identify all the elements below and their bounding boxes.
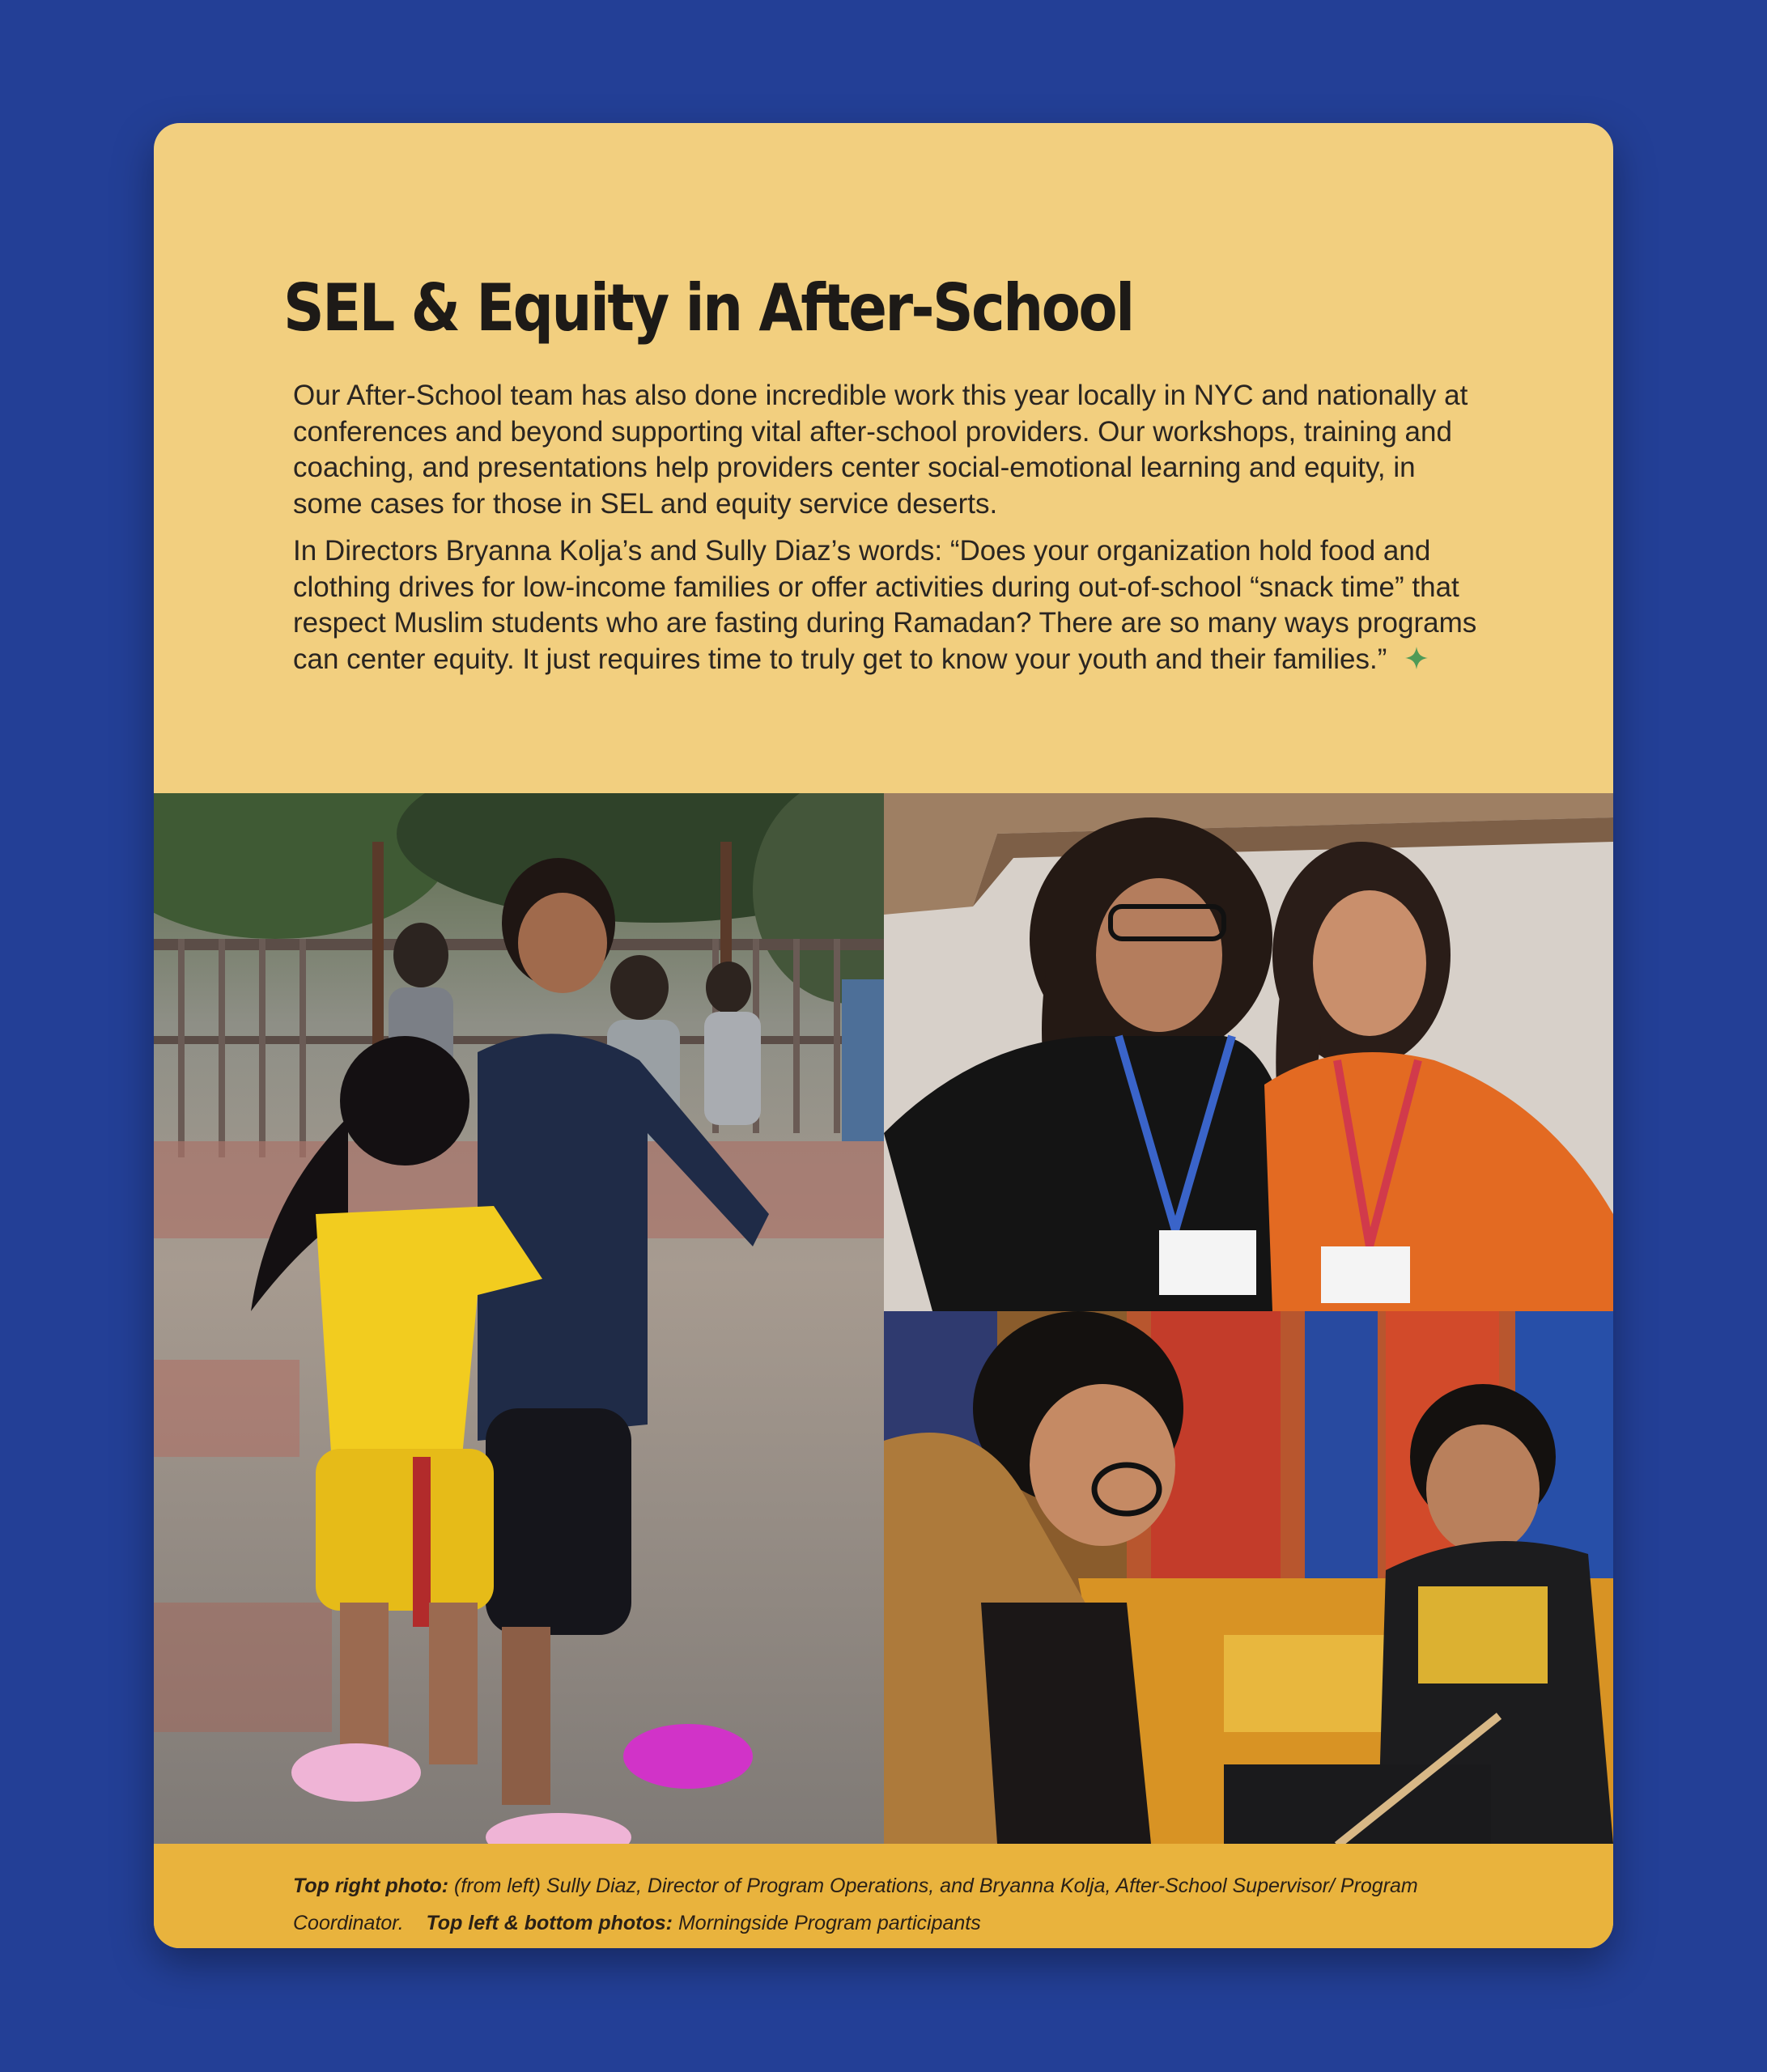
photo-collage (154, 793, 1613, 1844)
article-body (293, 378, 1483, 677)
sparkle-icon (1404, 643, 1429, 668)
paragraph-quote-text: In Directors Bryanna Kolja’s and Sully Diaz’s words: “Does your organization hold food and clothing drives for low-income families or offer activities during out-of-school “snack time” that respect Muslim students who are fasting during Ramadan? There are so many ways programs can center equity. It just requires time to truly get to know your youth and their families.” (293, 535, 1477, 675)
caption-text-left-bottom: Morningside Program participants (673, 1912, 981, 1934)
photo-program-directors (884, 793, 1613, 1311)
article-card (154, 123, 1613, 1948)
caption-label-top-right: Top right photo: (293, 1875, 449, 1897)
photo-boys-activity (884, 1311, 1613, 1844)
paragraph-intro (293, 378, 1483, 522)
caption-label-left-bottom: Top left & bottom photos: (426, 1912, 673, 1934)
paragraph-quote (293, 533, 1483, 677)
caption-text-top-right: (from left) Sully Diaz, Director of Program Operations, and Bryanna Kolja, After-School Supervisor/ Program Coordinator. (293, 1875, 1418, 1934)
photo-caption (293, 1867, 1556, 1942)
paragraph-intro-text: Our After-School team has also done incredible work this year locally in NYC and nationally at conferences and beyond supporting vital after-school providers. Our workshops, training and coaching, and presentations help providers center social-emotional learning and equity, in some cases for those in SEL and equity service deserts. (293, 380, 1468, 520)
photo-playground-children (154, 793, 884, 1844)
page-title: SEL & Equity in After-School (283, 270, 1133, 346)
